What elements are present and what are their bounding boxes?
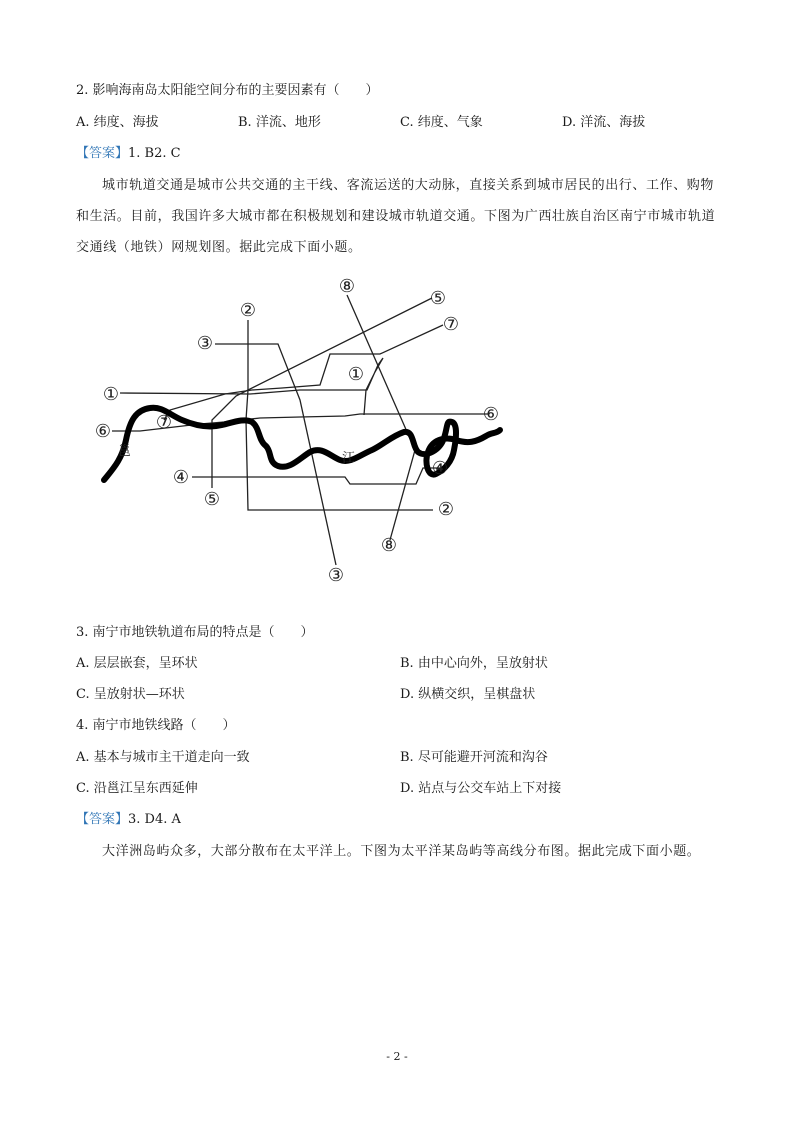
q3-option-c: C. 呈放射状—环状 bbox=[76, 687, 185, 702]
q3-option-d: D. 纵横交织，呈棋盘状 bbox=[400, 687, 536, 702]
q2-option-d: D. 洋流、海拔 bbox=[562, 115, 646, 130]
label-line-4-east: ④ bbox=[431, 458, 449, 479]
intro-paragraph-metro: 城市轨道交通是城市公共交通的主干线、客流运送的大动脉，直接关系到城市居民的出行、工作、购物和生活。目前，我国许多大城市都在积极规划和建设城市轨道交通。下图为广西壮族自治区南宁市城市轨道交通线（地铁）网规划图。据此完成下面小题。 bbox=[76, 178, 716, 255]
label-line-6-west: ⑥ bbox=[94, 421, 112, 442]
q2-option-a: A. 纬度、海拔 bbox=[76, 115, 159, 130]
answer-block-2 bbox=[76, 811, 181, 829]
label-line-5-northeast: ⑤ bbox=[429, 288, 447, 309]
label-line-4-west: ④ bbox=[172, 467, 190, 488]
label-line-3-west: ③ bbox=[196, 333, 214, 354]
river-char-jiang: 江 bbox=[342, 451, 356, 466]
page-number: - 2 - bbox=[386, 1050, 408, 1063]
q2-option-c: C. 纬度、气象 bbox=[400, 115, 483, 130]
q4-option-b: B. 尽可能避开河流和沟谷 bbox=[400, 750, 548, 765]
question-4-stem: 4. 南宁市地铁线路（ ） bbox=[76, 718, 236, 733]
label-line-3-south: ③ bbox=[327, 565, 345, 586]
label-line-1-east: ① bbox=[347, 364, 365, 385]
q3-option-b: B. 由中心向外，呈放射状 bbox=[400, 656, 548, 671]
answer-text: 1. B2. C bbox=[128, 146, 181, 161]
metro-line-3 bbox=[215, 344, 336, 565]
q4-option-c: C. 沿邕江呈东西延伸 bbox=[76, 781, 198, 796]
q2-option-b: B. 洋流、地形 bbox=[238, 115, 321, 130]
metro-line-8 bbox=[347, 295, 415, 540]
intro-paragraph-oceania: 大洋洲岛屿众多，大部分散布在太平洋上。下图为太平洋某岛屿等高线分布图。据此完成下面小题。 bbox=[102, 844, 701, 859]
metro-line-2 bbox=[246, 320, 433, 510]
river-char-yong: 邕 bbox=[118, 444, 132, 459]
q4-option-a: A. 基本与城市主干道走向一致 bbox=[76, 750, 250, 765]
label-line-8-north: ⑧ bbox=[338, 276, 356, 297]
label-line-6-east: ⑥ bbox=[482, 404, 500, 425]
answer-text: 3. D4. A bbox=[128, 812, 181, 827]
label-line-7-northeast: ⑦ bbox=[442, 314, 460, 335]
label-line-7-west: ⑦ bbox=[155, 412, 173, 433]
metro-line-5 bbox=[212, 298, 432, 488]
question-2-stem: 2. 影响海南岛太阳能空间分布的主要因素有（ ） bbox=[76, 83, 379, 98]
label-line-2-east: ② bbox=[437, 499, 455, 520]
label-line-5-south: ⑤ bbox=[203, 489, 221, 510]
answer-label: 【答案】 bbox=[76, 812, 129, 827]
label-line-8-south: ⑧ bbox=[380, 535, 398, 556]
question-3-stem: 3. 南宁市地铁轨道布局的特点是（ ） bbox=[76, 625, 314, 640]
answer-label: 【答案】 bbox=[76, 146, 129, 161]
label-line-2-north: ② bbox=[239, 300, 257, 321]
q3-option-a: A. 层层嵌套，呈环状 bbox=[76, 656, 198, 671]
label-line-1-west: ① bbox=[102, 384, 120, 405]
q4-option-d: D. 站点与公交车站上下对接 bbox=[400, 781, 562, 796]
